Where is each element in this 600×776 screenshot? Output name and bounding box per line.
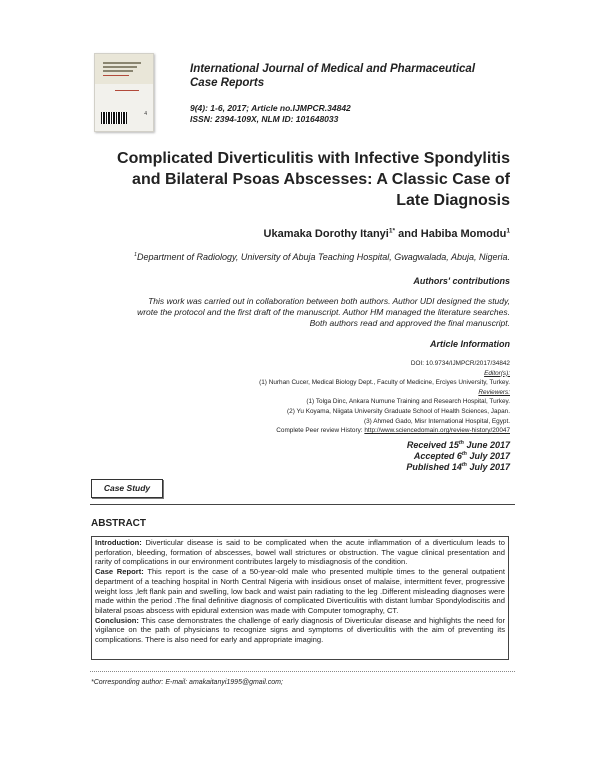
author-list [264, 228, 510, 240]
reviewers-label: Reviewers: [478, 388, 510, 396]
abstract-conclusion-label: Conclusion: [95, 615, 139, 625]
paper-title [80, 148, 510, 211]
abstract-introduction-label: Introduction: [95, 538, 142, 547]
journal-name-line1: International Journal of Medical and Pharmaceutical [190, 63, 476, 75]
abstract-introduction [95, 538, 505, 567]
abstract-introduction-text: Diverticular disease is said to be complicated when the acute inflammation of a diverticulum leads to perforation, bleeding, formation of abscesses, bowel wall strictures or obstruction. The vague clinical presentation and rarity of complications in our environment contributes largely to misdiagnosis of the condition. [95, 538, 505, 567]
contributions-line: wrote the protocol and the first draft of the manuscript. Author HM managed the literature searches. [137, 307, 510, 317]
abstract-conclusion-text: This case demonstrates the challenge of early diagnosis of Diverticular disease and highlights the need for vigilance on the path of physicians to recognize signs and symptoms of diverticulitis with the aim of preventing its complications. There is also need for early and appropriate imaging. [95, 615, 505, 645]
journal-citation: 9(4): 1-6, 2017; Article no.IJMPCR.34842 [190, 103, 351, 113]
article-type-badge: Case Study [91, 479, 163, 498]
paper-title-line2: and Bilateral Psoas Abscesses: A Classic Case of [132, 171, 510, 188]
peer-review-history-label: Complete Peer review History: [276, 427, 365, 435]
section-divider [90, 504, 515, 505]
doi: DOI: 10.9734/IJMPCR/2017/34842 [410, 360, 510, 367]
journal-issn: ISSN: 2394-109X, NLM ID: 101648033 [190, 114, 339, 124]
received-date-text: Received 15 [406, 440, 459, 450]
abstract-conclusion [95, 616, 505, 645]
editor-entry: (1) Nurhan Cucer, Medical Biology Dept., Faculty of Medicine, Erciyes University, Turkey. [259, 379, 510, 387]
author-affiliation-mark: 1 [506, 227, 510, 235]
journal-cover-image: 4 [94, 53, 154, 132]
accepted-date [406, 451, 510, 462]
abstract-case-report-label: Case Report: [95, 567, 144, 577]
author-joiner: and [395, 228, 421, 240]
author-affiliation-mark: 1* [388, 227, 396, 235]
paper-title-line3: Late Diagnosis [396, 192, 510, 209]
published-date-sup: th [461, 462, 467, 468]
affiliation-text: Department of Radiology, University of Abuja Teaching Hospital, Gwagwalada, Abuja, Nigeria. [136, 252, 510, 262]
affiliation-mark: 1 [133, 252, 137, 258]
published-date-month: July 2017 [466, 462, 510, 472]
accepted-date-text: Accepted 6 [413, 451, 462, 461]
abstract-case-report [95, 567, 505, 616]
accepted-date-month: July 2017 [466, 451, 510, 461]
peer-review-history-link[interactable]: http://www.sciencedomain.org/review-history/20047 [364, 427, 510, 435]
contributions-line: This work was carried out in collaboration between both authors. Author UDI designed the study, [148, 296, 510, 306]
article-info-block [150, 359, 510, 436]
accepted-date-sup: th [461, 451, 467, 457]
affiliation [134, 252, 510, 262]
received-date [406, 440, 510, 451]
abstract-heading: ABSTRACT [91, 518, 146, 529]
author-name: Habiba Momodu [420, 228, 507, 240]
received-date-month: June 2017 [463, 440, 510, 450]
abstract-box [91, 536, 509, 660]
paper-title-line1: Complicated Diverticulitis with Infective Spondylitis [117, 150, 510, 167]
abstract-case-report-text: This report is the case of a 50-year-old male who presented multiple times to the general outpatient department of a teaching hospital in North Central Nigeria with insidious onset of malaise, intermittent fever, progressive weight loss ,left flank pain and swelling, low back and waist pain radiating to the leg .Different misleading diagnoses were made within the period .The final definitive diagnosis of complicated Diverticulitis with distant lumbar Spondylodiscitis and bilateral psoas abscess with epidural extension was made with Computer tomography, CT. [95, 567, 506, 615]
published-date-text: Published 14 [406, 462, 462, 472]
reviewer-entry: (2) Yu Koyama, Niigata University Graduate School of Health Sciences, Japan. [287, 407, 510, 415]
journal-citation-block [190, 103, 351, 125]
contributions-text [95, 296, 510, 329]
article-dates [406, 440, 510, 473]
published-date [406, 462, 510, 473]
journal-name [190, 62, 510, 90]
received-date-sup: th [458, 440, 464, 446]
reviewer-entry: (1) Tolga Dinc, Ankara Numune Training and Research Hospital, Turkey. [306, 398, 510, 406]
peer-review-history [150, 426, 510, 436]
editors-label: Editor(s): [484, 369, 510, 377]
contributions-heading: Authors' contributions [413, 276, 510, 286]
footnote-divider [90, 671, 515, 672]
corresponding-author-footnote: *Corresponding author: E-mail: amakaitanyi1995@gmail.com; [91, 679, 283, 686]
article-info-heading: Article Information [429, 339, 510, 349]
author-name: Ukamaka Dorothy Itanyi [263, 228, 389, 240]
reviewer-entry: (3) Ahmed Gado, Misr International Hospital, Egypt. [364, 417, 510, 425]
journal-name-line2: Case Reports [190, 77, 265, 89]
contributions-line: Both authors read and approved the final manuscript. [309, 318, 510, 328]
